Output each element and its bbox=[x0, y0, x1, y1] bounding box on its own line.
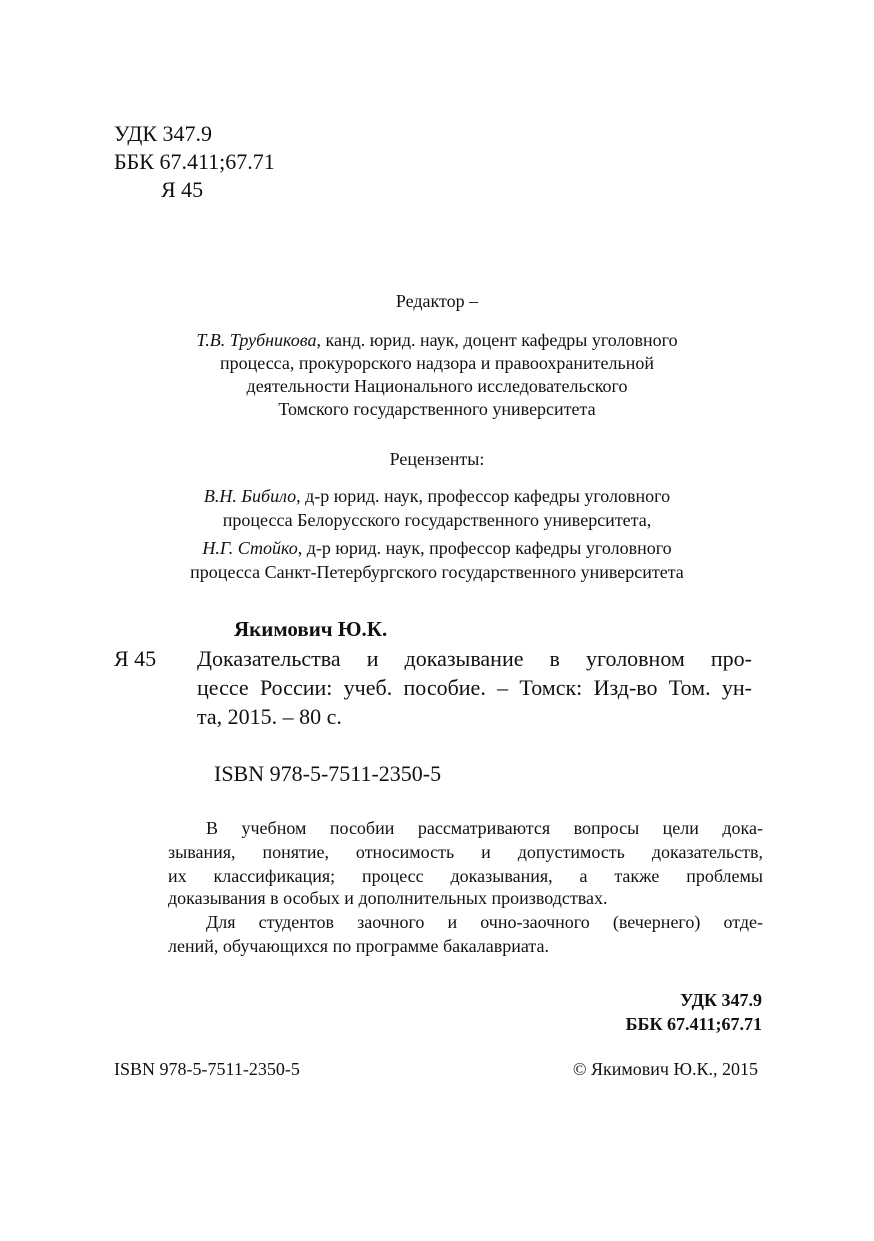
editor-line-2: процесса, прокурорского надзора и правоохранительной bbox=[219, 353, 654, 373]
book-mark: Я 45 bbox=[114, 646, 157, 671]
reviewers-heading: Рецензенты: bbox=[389, 449, 485, 469]
book-isbn: ISBN 978-5-7511-2350-5 bbox=[214, 761, 442, 786]
book-author: Якимович Ю.К. bbox=[234, 617, 388, 641]
reviewer-2-line-1 bbox=[0, 536, 874, 560]
annotation-line-5: Для студентов заочного и очно-заочного (вечернего) отде- bbox=[206, 912, 763, 932]
annotation-line-6: лений, обучающихся по программе бакалавриата. bbox=[168, 936, 549, 956]
annotation-line-2: зывания, понятие, относимость и допустимость доказательств, bbox=[168, 842, 763, 862]
book-title-line-2: цессе России: учеб. пособие. – Томск: Изд-во Том. ун- bbox=[197, 675, 752, 700]
editor-credentials: , канд. юрид. наук, доцент кафедры уголовного bbox=[316, 330, 678, 350]
reviewer-1-name: В.Н. Бибило bbox=[203, 486, 297, 506]
book-title-line-3: та, 2015. – 80 с. bbox=[197, 704, 342, 729]
editor-line-4: Томского государственного университета bbox=[278, 399, 596, 419]
footer-isbn: ISBN 978-5-7511-2350-5 bbox=[114, 1059, 300, 1079]
bottom-bbk-code: ББК 67.411;67.71 bbox=[625, 1014, 762, 1034]
reviewer-2-credentials: , д-р юрид. наук, профессор кафедры уголовного bbox=[297, 538, 672, 558]
annotation-line-4: доказывания в особых и дополнительных производствах. bbox=[168, 888, 608, 908]
bottom-udk-code: УДК 347.9 bbox=[680, 990, 762, 1010]
editor-heading: Редактор – bbox=[395, 291, 479, 311]
annotation-line-1: В учебном пособии рассматриваются вопросы цели дока- bbox=[206, 818, 763, 838]
book-title-line-1: Доказательства и доказывание в уголовном про- bbox=[197, 646, 752, 671]
udk-code: УДК 347.9 bbox=[114, 121, 213, 146]
annotation-line-3: их классификация; процесс доказывания, а также проблемы bbox=[168, 866, 763, 886]
editor-name: Т.В. Трубникова bbox=[196, 330, 317, 350]
reviewer-2-line-2: процесса Санкт-Петербургского государственного университета bbox=[190, 562, 684, 582]
editor-line-3: деятельности Национального исследовательского bbox=[246, 376, 628, 396]
author-mark: Я 45 bbox=[161, 177, 204, 202]
reviewer-1-credentials: , д-р юрид. наук, профессор кафедры уголовного bbox=[296, 486, 671, 506]
reviewer-2-name: Н.Г. Стойко bbox=[202, 538, 298, 558]
bbk-code: ББК 67.411;67.71 bbox=[114, 149, 275, 174]
editor-line-1 bbox=[0, 328, 874, 352]
footer-copyright: © Якимович Ю.К., 2015 bbox=[572, 1059, 758, 1079]
reviewer-1-line-1 bbox=[0, 484, 874, 508]
reviewer-1-line-2: процесса Белорусского государственного университета, bbox=[222, 510, 652, 530]
